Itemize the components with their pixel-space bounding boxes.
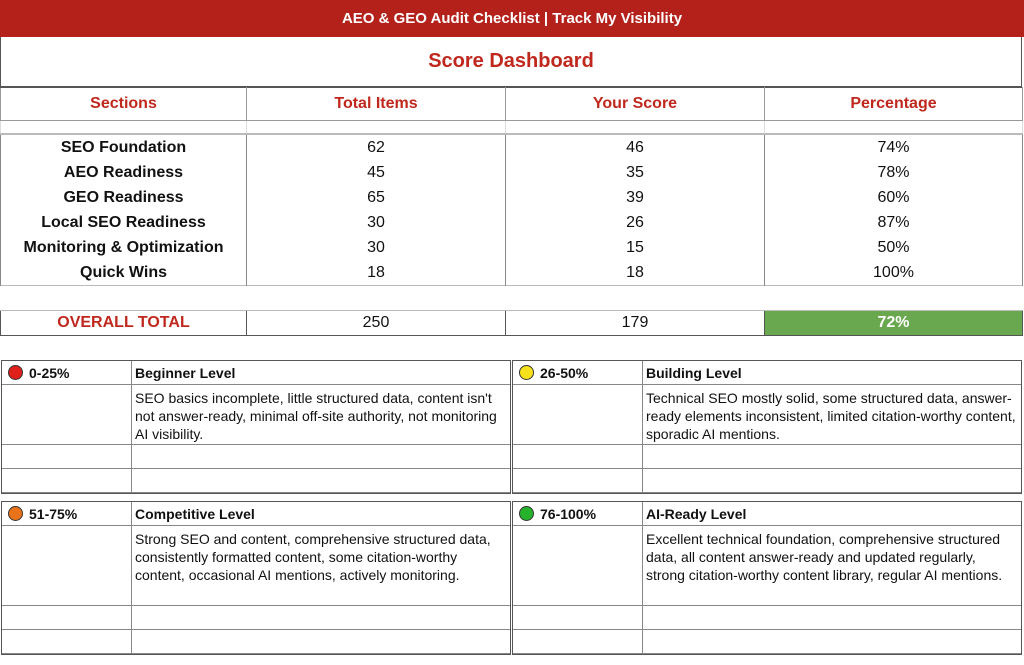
total-cell[interactable]: 65 bbox=[247, 185, 506, 210]
empty-cell[interactable] bbox=[513, 385, 643, 445]
level-card-competitive bbox=[1, 501, 511, 655]
level-description[interactable]: Technical SEO mostly solid, some structured data, answer-ready elements inconsistent, limited citation-worthy content, sporadic AI mentions. bbox=[643, 385, 1021, 445]
level-description[interactable]: Excellent technical foundation, comprehensive structured data, all content answer-ready and updated regularly, strong citation-worthy content library, regular AI mentions. bbox=[643, 526, 1021, 606]
score-cell[interactable]: 18 bbox=[506, 260, 765, 286]
level-range: 51-75% bbox=[29, 505, 78, 522]
level-name[interactable]: Competitive Level bbox=[132, 502, 510, 526]
level-card-beginner bbox=[1, 360, 511, 494]
empty-cell[interactable] bbox=[513, 445, 643, 469]
level-name[interactable]: Building Level bbox=[643, 361, 1021, 385]
level-description[interactable]: Strong SEO and content, comprehensive structured data, consistently formatted content, some citation-worthy content, occasional AI mentions, actively monitoring. bbox=[132, 526, 510, 606]
level-range-cell[interactable] bbox=[2, 361, 132, 385]
empty-cell[interactable] bbox=[132, 606, 510, 630]
section-cell[interactable]: GEO Readiness bbox=[1, 185, 247, 210]
score-table-header bbox=[1, 88, 1023, 121]
empty-cell[interactable] bbox=[132, 469, 510, 493]
total-cell[interactable]: 30 bbox=[247, 210, 506, 235]
level-description[interactable]: SEO basics incomplete, little structured data, content isn't not answer-ready, minimal off-site authority, not monitoring AI visibility. bbox=[132, 385, 510, 445]
overall-total-score[interactable]: 179 bbox=[506, 311, 765, 336]
section-cell[interactable]: Monitoring & Optimization bbox=[1, 235, 247, 260]
level-card-ai-ready bbox=[512, 501, 1022, 655]
yellow-circle-icon bbox=[519, 365, 534, 380]
table-row bbox=[1, 210, 1023, 235]
table-gap-row bbox=[1, 121, 1023, 135]
empty-cell[interactable] bbox=[643, 469, 1021, 493]
pct-cell[interactable]: 100% bbox=[765, 260, 1023, 286]
overall-total-items[interactable]: 250 bbox=[247, 311, 506, 336]
red-circle-icon bbox=[8, 365, 23, 380]
table-row bbox=[1, 260, 1023, 286]
empty-cell[interactable] bbox=[643, 630, 1021, 654]
col-header-percentage[interactable]: Percentage bbox=[765, 88, 1023, 121]
pct-cell[interactable]: 60% bbox=[765, 185, 1023, 210]
pct-cell[interactable]: 87% bbox=[765, 210, 1023, 235]
empty-cell[interactable] bbox=[513, 526, 643, 606]
empty-cell[interactable] bbox=[643, 445, 1021, 469]
score-cell[interactable]: 26 bbox=[506, 210, 765, 235]
table-spacer-row bbox=[1, 286, 1023, 311]
level-range: 0-25% bbox=[29, 364, 70, 381]
level-range: 26-50% bbox=[540, 364, 589, 381]
overall-total-row bbox=[1, 311, 1023, 336]
empty-cell[interactable] bbox=[513, 630, 643, 654]
total-cell[interactable]: 30 bbox=[247, 235, 506, 260]
empty-cell[interactable] bbox=[513, 606, 643, 630]
pct-cell[interactable]: 74% bbox=[765, 134, 1023, 160]
section-cell[interactable]: SEO Foundation bbox=[1, 134, 247, 160]
empty-cell[interactable] bbox=[2, 469, 132, 493]
empty-cell[interactable] bbox=[132, 630, 510, 654]
empty-cell[interactable] bbox=[513, 469, 643, 493]
col-header-total-items[interactable]: Total Items bbox=[247, 88, 506, 121]
empty-cell[interactable] bbox=[2, 526, 132, 606]
col-header-your-score[interactable]: Your Score bbox=[506, 88, 765, 121]
level-range-cell[interactable] bbox=[513, 361, 643, 385]
section-cell[interactable]: Local SEO Readiness bbox=[1, 210, 247, 235]
level-range: 76-100% bbox=[540, 505, 597, 522]
total-cell[interactable]: 62 bbox=[247, 134, 506, 160]
total-cell[interactable]: 18 bbox=[247, 260, 506, 286]
table-row bbox=[1, 185, 1023, 210]
empty-cell[interactable] bbox=[2, 606, 132, 630]
score-table bbox=[0, 87, 1023, 336]
orange-circle-icon bbox=[8, 506, 23, 521]
pct-cell[interactable]: 50% bbox=[765, 235, 1023, 260]
empty-cell[interactable] bbox=[2, 630, 132, 654]
level-card-building bbox=[512, 360, 1022, 494]
section-cell[interactable]: AEO Readiness bbox=[1, 160, 247, 185]
table-row bbox=[1, 134, 1023, 160]
pct-cell[interactable]: 78% bbox=[765, 160, 1023, 185]
overall-total-percentage[interactable]: 72% bbox=[765, 311, 1023, 336]
empty-cell[interactable] bbox=[643, 606, 1021, 630]
score-cell[interactable]: 46 bbox=[506, 134, 765, 160]
level-range-cell[interactable] bbox=[2, 502, 132, 526]
dashboard-title: Score Dashboard bbox=[0, 37, 1022, 87]
green-circle-icon bbox=[519, 506, 534, 521]
sheet-banner bbox=[0, 0, 1024, 37]
empty-cell[interactable] bbox=[2, 385, 132, 445]
score-cell[interactable]: 35 bbox=[506, 160, 765, 185]
score-cell[interactable]: 39 bbox=[506, 185, 765, 210]
total-cell[interactable]: 45 bbox=[247, 160, 506, 185]
empty-cell[interactable] bbox=[132, 445, 510, 469]
sheet-title: AEO & GEO Audit Checklist | Track My Visibility bbox=[341, 10, 683, 27]
level-range-cell[interactable] bbox=[513, 502, 643, 526]
overall-total-label[interactable]: OVERALL TOTAL bbox=[1, 311, 247, 336]
table-row bbox=[1, 235, 1023, 260]
level-name[interactable]: AI-Ready Level bbox=[643, 502, 1021, 526]
level-name[interactable]: Beginner Level bbox=[132, 361, 510, 385]
section-cell[interactable]: Quick Wins bbox=[1, 260, 247, 286]
col-header-sections[interactable]: Sections bbox=[1, 88, 247, 121]
table-row bbox=[1, 160, 1023, 185]
score-cell[interactable]: 15 bbox=[506, 235, 765, 260]
empty-cell[interactable] bbox=[2, 445, 132, 469]
